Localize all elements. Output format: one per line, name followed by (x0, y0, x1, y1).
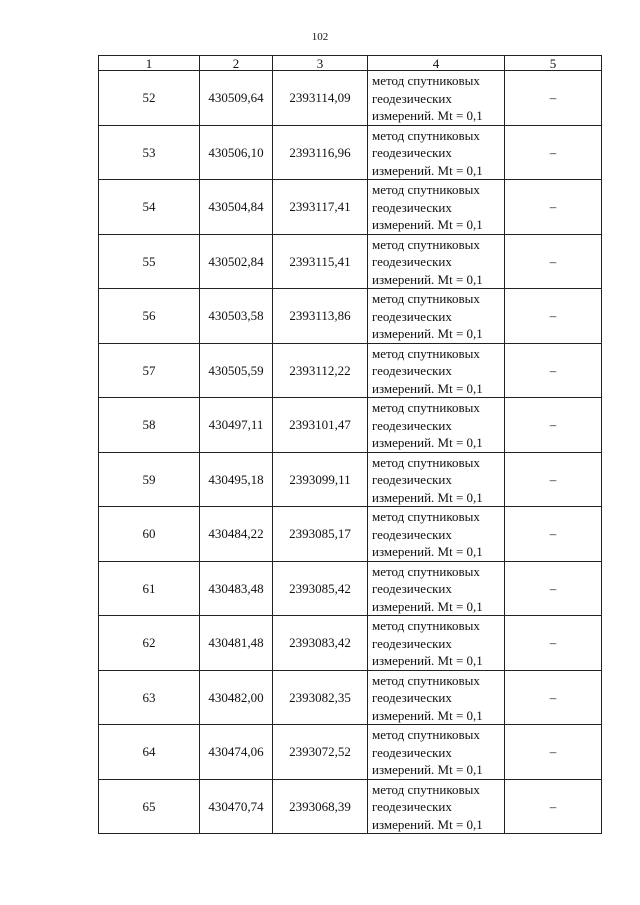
note-cell: – (505, 289, 602, 344)
table-row (99, 234, 602, 289)
method-line: метод спутниковых (372, 727, 480, 742)
y-coordinate-cell: 2393099,11 (273, 452, 368, 507)
x-coordinate-cell: 430503,58 (200, 289, 273, 344)
note-cell: – (505, 125, 602, 180)
point-number-cell: 52 (99, 71, 200, 126)
x-coordinate-cell: 430470,74 (200, 779, 273, 834)
method-cell (368, 561, 505, 616)
method-line: метод спутниковых (372, 345, 480, 361)
method-cell (368, 452, 505, 507)
method-line: измерений. Mt = 0,1 (372, 108, 483, 123)
method-line: геодезических (372, 581, 452, 596)
x-coordinate-cell: 430474,06 (200, 725, 273, 780)
note-cell: – (505, 234, 602, 289)
x-coordinate-cell: 430484,22 (200, 507, 273, 562)
x-coordinate-cell: 430481,48 (200, 616, 273, 671)
table-row (99, 725, 602, 780)
y-coordinate-cell: 2393113,86 (273, 289, 368, 344)
note-cell: – (505, 398, 602, 453)
table-header-row (99, 56, 602, 71)
method-line: измерений. Mt = 0,1 (372, 653, 483, 668)
point-number-cell: 60 (99, 507, 200, 562)
method-line: измерений. Mt = 0,1 (372, 762, 483, 777)
x-coordinate-cell: 430509,64 (200, 71, 273, 126)
method-line: геодезических (372, 199, 452, 215)
y-coordinate-cell: 2393072,52 (273, 725, 368, 780)
table-row (99, 561, 602, 616)
method-cell (368, 289, 505, 344)
method-cell (368, 507, 505, 562)
coordinates-table (98, 55, 602, 834)
method-line: метод спутниковых (372, 454, 480, 470)
method-line: геодезических (372, 308, 452, 324)
y-coordinate-cell: 2393085,17 (273, 507, 368, 562)
table-body (99, 71, 602, 834)
table-row (99, 71, 602, 126)
method-cell (368, 616, 505, 671)
method-cell (368, 398, 505, 453)
method-cell (368, 180, 505, 235)
note-cell: – (505, 507, 602, 562)
method-line: геодезических (372, 690, 452, 705)
note-cell: – (505, 71, 602, 126)
method-line: геодезических (372, 472, 452, 487)
method-line: геодезических (372, 363, 452, 378)
x-coordinate-cell: 430504,84 (200, 180, 273, 235)
column-header-4: 4 (368, 56, 505, 71)
method-line: измерений. Mt = 0,1 (372, 816, 483, 832)
method-line: измерений. Mt = 0,1 (372, 435, 483, 450)
method-line: измерений. Mt = 0,1 (372, 707, 483, 723)
column-header-3: 3 (273, 56, 368, 71)
point-number-cell: 61 (99, 561, 200, 616)
x-coordinate-cell: 430482,00 (200, 670, 273, 725)
method-line: измерений. Mt = 0,1 (372, 380, 483, 396)
point-number-cell: 53 (99, 125, 200, 180)
column-header-1: 1 (99, 56, 200, 71)
point-number-cell: 62 (99, 616, 200, 671)
point-number-cell: 58 (99, 398, 200, 453)
y-coordinate-cell: 2393116,96 (273, 125, 368, 180)
method-line: геодезических (372, 744, 452, 760)
note-cell: – (505, 779, 602, 834)
method-line: геодезических (372, 635, 452, 651)
method-cell (368, 343, 505, 398)
point-number-cell: 54 (99, 180, 200, 235)
y-coordinate-cell: 2393101,47 (273, 398, 368, 453)
method-line: метод спутниковых (372, 291, 480, 306)
method-line: геодезических (372, 417, 452, 433)
column-header-2: 2 (200, 56, 273, 71)
note-cell: – (505, 561, 602, 616)
point-number-cell: 56 (99, 289, 200, 344)
method-line: измерений. Mt = 0,1 (372, 217, 483, 232)
method-line: геодезических (372, 799, 452, 814)
method-cell (368, 71, 505, 126)
y-coordinate-cell: 2393117,41 (273, 180, 368, 235)
table-row (99, 343, 602, 398)
page-number: 102 (311, 31, 329, 43)
table-row (99, 670, 602, 725)
x-coordinate-cell: 430506,10 (200, 125, 273, 180)
method-cell (368, 670, 505, 725)
method-line: метод спутниковых (372, 73, 480, 88)
table-row (99, 398, 602, 453)
method-line: метод спутниковых (372, 127, 480, 143)
method-cell (368, 125, 505, 180)
method-cell (368, 234, 505, 289)
method-line: метод спутниковых (372, 781, 480, 797)
y-coordinate-cell: 2393114,09 (273, 71, 368, 126)
method-line: метод спутниковых (372, 618, 480, 633)
y-coordinate-cell: 2393082,35 (273, 670, 368, 725)
table-row (99, 125, 602, 180)
method-line: метод спутниковых (372, 182, 480, 197)
x-coordinate-cell: 430502,84 (200, 234, 273, 289)
method-line: метод спутниковых (372, 509, 480, 524)
method-line: метод спутниковых (372, 563, 480, 579)
note-cell: – (505, 670, 602, 725)
x-coordinate-cell: 430497,11 (200, 398, 273, 453)
y-coordinate-cell: 2393085,42 (273, 561, 368, 616)
note-cell: – (505, 725, 602, 780)
method-line: измерений. Mt = 0,1 (372, 326, 483, 341)
table-row (99, 289, 602, 344)
point-number-cell: 57 (99, 343, 200, 398)
method-line: геодезических (372, 526, 452, 542)
method-line: геодезических (372, 90, 452, 106)
method-line: измерений. Mt = 0,1 (372, 162, 483, 178)
method-cell (368, 725, 505, 780)
method-line: измерений. Mt = 0,1 (372, 544, 483, 559)
point-number-cell: 59 (99, 452, 200, 507)
method-line: метод спутниковых (372, 672, 480, 688)
x-coordinate-cell: 430483,48 (200, 561, 273, 616)
y-coordinate-cell: 2393115,41 (273, 234, 368, 289)
method-line: измерений. Mt = 0,1 (372, 489, 483, 505)
point-number-cell: 64 (99, 725, 200, 780)
method-cell (368, 779, 505, 834)
point-number-cell: 55 (99, 234, 200, 289)
table-row (99, 507, 602, 562)
note-cell: – (505, 180, 602, 235)
method-line: измерений. Mt = 0,1 (372, 271, 483, 287)
column-header-5: 5 (505, 56, 602, 71)
method-line: геодезических (372, 145, 452, 160)
note-cell: – (505, 452, 602, 507)
point-number-cell: 63 (99, 670, 200, 725)
note-cell: – (505, 343, 602, 398)
note-cell: – (505, 616, 602, 671)
y-coordinate-cell: 2393068,39 (273, 779, 368, 834)
point-number-cell: 65 (99, 779, 200, 834)
method-line: метод спутниковых (372, 236, 480, 252)
method-line: метод спутниковых (372, 400, 480, 415)
table-row (99, 779, 602, 834)
method-line: геодезических (372, 254, 452, 269)
table-row (99, 452, 602, 507)
y-coordinate-cell: 2393112,22 (273, 343, 368, 398)
x-coordinate-cell: 430505,59 (200, 343, 273, 398)
y-coordinate-cell: 2393083,42 (273, 616, 368, 671)
table-row (99, 616, 602, 671)
table-row (99, 180, 602, 235)
method-line: измерений. Mt = 0,1 (372, 598, 483, 614)
x-coordinate-cell: 430495,18 (200, 452, 273, 507)
